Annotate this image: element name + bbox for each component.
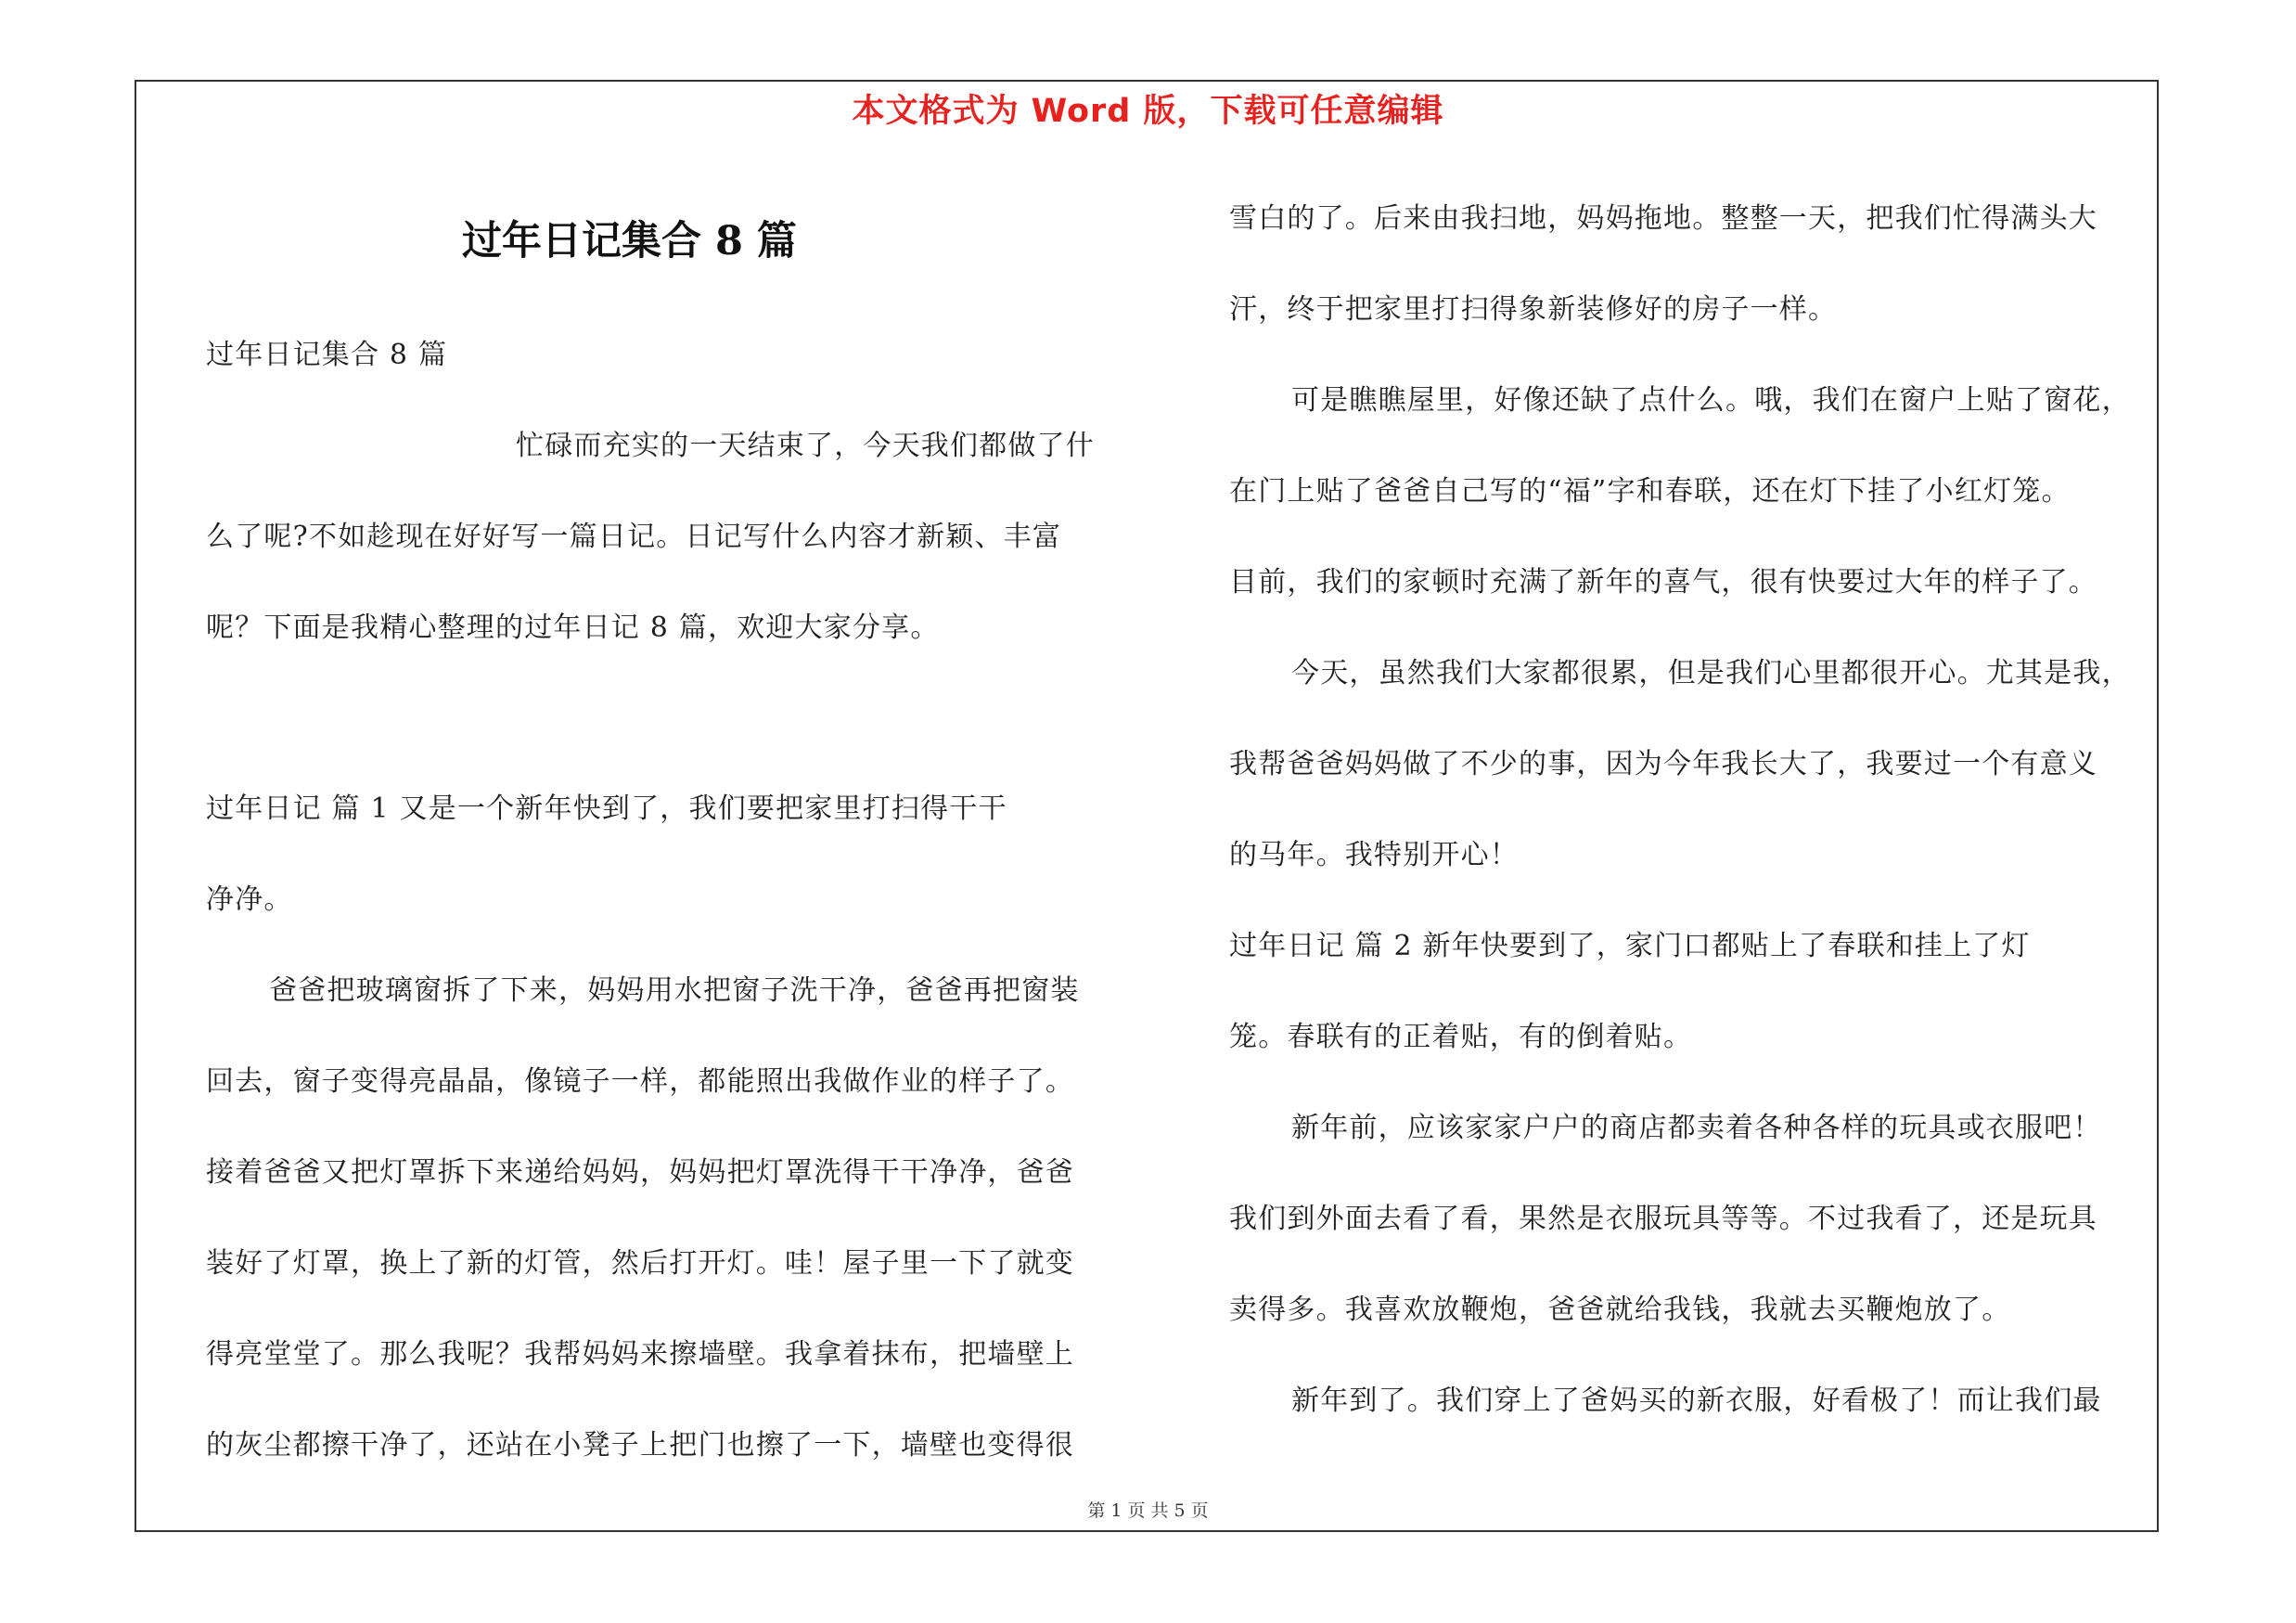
right-line: 过年日记 篇 2 新年快要到了，家门口都贴上了春联和挂上了灯	[1229, 930, 2031, 962]
left-line: 接着爸爸又把灯罩拆下来递给妈妈，妈妈把灯罩洗得干干净净，爸爸	[206, 1156, 1074, 1189]
right-line: 雪白的了。后来由我扫地，妈妈拖地。整整一天，把我们忙得满头大	[1229, 202, 2097, 235]
word-format-banner: 本文格式为 Word 版，下载可任意编辑	[852, 93, 1444, 130]
right-line: 新年前，应该家家户户的商店都卖着各种各样的玩具或衣服吧！	[1291, 1112, 2102, 1144]
document-title: 过年日记集合 8 篇	[462, 218, 797, 264]
right-line: 今天，虽然我们大家都很累，但是我们心里都很开心。尤其是我，	[1291, 657, 2131, 689]
right-line: 笼。春联有的正着贴，有的倒着贴。	[1229, 1021, 1693, 1053]
left-line: 回去，窗子变得亮晶晶，像镜子一样，都能照出我做作业的样子了。	[206, 1065, 1074, 1098]
left-line: 爸爸把玻璃窗拆了下来，妈妈用水把窗子洗干净，爸爸再把窗装	[269, 974, 1080, 1007]
page-number-footer: 第 1 页 共 5 页	[1087, 1501, 1209, 1521]
right-line: 目前，我们的家顿时充满了新年的喜气，很有快要过大年的样子了。	[1229, 566, 2097, 599]
left-line: 净净。	[206, 883, 293, 916]
right-line: 在门上贴了爸爸自己写的“福”字和春联，还在灯下挂了小红灯笼。	[1229, 475, 2071, 508]
right-line: 可是瞧瞧屋里，好像还缺了点什么。哦，我们在窗户上贴了窗花，	[1291, 384, 2131, 417]
right-line: 汗，终于把家里打扫得象新装修好的房子一样。	[1229, 293, 1838, 326]
left-line: 得亮堂堂了。那么我呢？我帮妈妈来擦墙壁。我拿着抹布，把墙壁上	[206, 1338, 1074, 1371]
left-line: 过年日记集合 8 篇	[206, 339, 448, 371]
right-line: 的马年。我特别开心！	[1229, 839, 1519, 871]
left-line: 么了呢?不如趁现在好好写一篇日记。日记写什么内容才新颖、丰富	[206, 521, 1062, 553]
right-line: 新年到了。我们穿上了爸妈买的新衣服，好看极了！而让我们最	[1291, 1385, 2102, 1417]
right-line: 我帮爸爸妈妈做了不少的事，因为今年我长大了，我要过一个有意义	[1229, 748, 2097, 780]
left-line: 忙碌而充实的一天结束了，今天我们都做了什	[516, 430, 1095, 462]
left-line: 的灰尘都擦干净了，还站在小凳子上把门也擦了一下，墙壁也变得很	[206, 1429, 1074, 1462]
left-line: 过年日记 篇 1 又是一个新年快到了，我们要把家里打扫得干干	[206, 792, 1007, 825]
right-line: 我们到外面去看了看，果然是衣服玩具等等。不过我看了，还是玩具	[1229, 1203, 2097, 1235]
left-line: 呢？下面是我精心整理的过年日记 8 篇，欢迎大家分享。	[206, 612, 940, 644]
left-line: 装好了灯罩，换上了新的灯管，然后打开灯。哇！屋子里一下了就变	[206, 1247, 1074, 1280]
right-line: 卖得多。我喜欢放鞭炮，爸爸就给我钱，我就去买鞭炮放了。	[1229, 1294, 2011, 1326]
